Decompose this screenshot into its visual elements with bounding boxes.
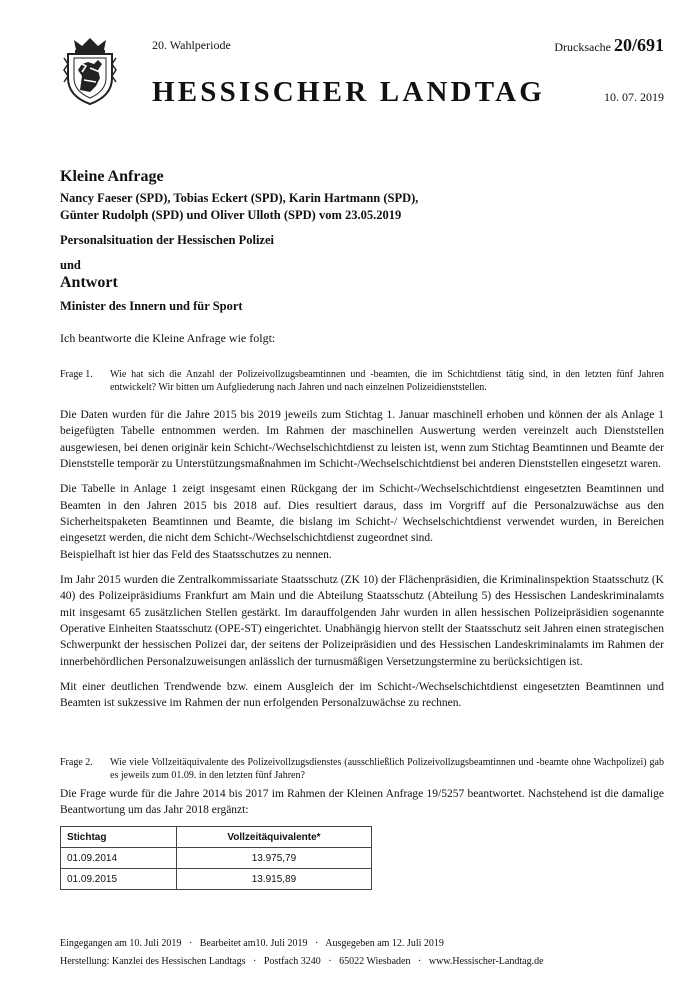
title-block: [60, 168, 664, 314]
table-header-row: [61, 827, 372, 848]
answer-2: [60, 786, 664, 819]
footer-separator: ·: [188, 938, 193, 949]
question-2-label: Frage 2.: [60, 757, 93, 768]
answer-1-paragraph-2b: Beispielhaft ist hier das Feld des Staatsschutzes zu nennen.: [60, 548, 332, 561]
table-cell-value: 13.975,79: [176, 848, 371, 869]
footer-separator: ·: [253, 956, 257, 967]
question-1-text: Wie hat sich die Anzahl der Polizeivollzugsbeamtinnen und -beamten, die im Schichtdienst tätig sind, in den letzten fünf Jahren entwickelt? Wir bitten um Aufgliederung nach Jahren und nach einzelnen Polizeidienststellen.: [110, 369, 664, 393]
table-cell-date: 01.09.2014: [61, 848, 177, 869]
footer-separator: ·: [328, 956, 332, 967]
authors: [60, 190, 664, 224]
authors-line-1: Nancy Faeser (SPD), Tobias Eckert (SPD), Karin Hartmann (SPD),: [60, 191, 419, 205]
footer-separator: ·: [418, 956, 422, 967]
table-cell-value: 13.915,89: [176, 869, 371, 890]
footer-website-link[interactable]: www.Hessischer-Landtag.de: [428, 956, 544, 967]
table-header-vze: Vollzeitäquivalente*: [176, 827, 371, 848]
institution-title: HESSISCHER LANDTAG: [152, 76, 546, 108]
footer-dates: [60, 938, 664, 949]
drucksache-number: 20/691: [613, 35, 664, 55]
minister: Minister des Innern und für Sport: [60, 298, 243, 313]
footer-eingegangen: Eingegangen am 10. Juli 2019: [60, 938, 182, 949]
document-date: 10. 07. 2019: [604, 90, 664, 104]
wahlperiode: 20. Wahlperiode: [152, 38, 231, 52]
und: und: [60, 257, 81, 272]
vze-table: [60, 826, 372, 890]
footer-ausgegeben: Ausgegeben am 12. Juli 2019: [325, 938, 444, 949]
footer-postfach: Postfach 3240: [263, 956, 321, 967]
hessen-coat-of-arms-icon: [60, 36, 120, 106]
table-row: [61, 869, 372, 890]
answer-1-paragraph-4: Mit einer deutlichen Trendwende bzw. einem Ausgleich der im Schicht-/Wechselschichtdienst eingesetzten Beamtinnen und Beamten ist sukzessive im Rahmen der nun erfolgenden Personalzuwächse zu rechnen.: [60, 680, 664, 710]
question-1-label: Frage 1.: [60, 369, 93, 380]
intro-text: Ich beantworte die Kleine Anfrage wie folgt:: [60, 331, 276, 345]
answer-1-paragraph-2: Die Tabelle in Anlage 1 zeigt insgesamt einen Rückgang der im Schicht-/Wechselschichtdienst eingesetzten Beamtinnen und Beamten in den Jahren 2015 bis 2018 auf. Dies resultiert daraus, dass im Vorgriff auf die Personalzuwächse aus den Sicherheitspaketen Beamtinnen und Beamte, die bislang im Schicht-/ Wechselschichtdienst verwendet wurden, in Bereichen eingesetzt werden, die nicht dem Schicht-/Wechselschichtdienst zugeordnet sind.: [60, 483, 664, 545]
answer-2-paragraph-1: Die Frage wurde für die Jahre 2014 bis 2017 im Rahmen der Kleinen Anfrage 19/5257 beantwortet. Nachstehend ist die damalige Beantwortung um das Jahr 2018 ergänzt:: [60, 788, 664, 817]
table-cell-date: 01.09.2015: [61, 869, 177, 890]
drucksache: [554, 35, 664, 56]
document-type: Kleine Anfrage: [60, 168, 164, 185]
footer-separator: ·: [314, 938, 319, 949]
drucksache-label: Drucksache: [554, 40, 611, 54]
footer-imprint: [60, 956, 664, 967]
answer-1-paragraph-3: Im Jahr 2015 wurden die Zentralkommissariate Staatsschutz (ZK 10) der Flächenpräsidien, die Kriminalinspektion Staatsschutz (K 40) des Polizeipräsidiums Frankfurt am Main und die Abteilung Staatsschutz (Abteilung 5) des Hessischen Landeskriminalamts mit insgesamt 65 zusätzlichen Stellen gestärkt. Im darauffolgenden Jahr wurden in allen hessischen Polizeipräsidien sogenannte Operative Einheiten Staatsschutz (OPE-ST) eingerichtet. Unabhängig hiervon stellt der Staatsschutz seit Jahren einen strategischen Schwerpunkt der hessischen Polizei dar, der seitens der Polizeipräsidien und des Hessischen Landeskriminalamts im Rahmen der innerbehördlichen Personalzuweisungen anlässlich der turnusmäßigen Versetzungstermine zu berücksichtigen ist.: [60, 573, 664, 668]
authors-line-2: Günter Rudolph (SPD) und Oliver Ulloth (SPD) vom 23.05.2019: [60, 207, 402, 222]
footer-herstellung: Herstellung: Kanzlei des Hessischen Landtags: [60, 956, 246, 967]
question-2-text: Wie viele Vollzeitäquivalente des Polizeivollzugsdienstes (ausschließlich Polizeivollzugsbeamtinnen und -beamte ohne Wachpolizei) gab es jeweils zum 01.09. in den letzten fünf Jahren?: [110, 757, 664, 781]
answer-1: [60, 407, 664, 712]
footer-bearbeitet: Bearbeitet am10. Juli 2019: [199, 938, 308, 949]
question-2: [60, 756, 664, 782]
table-row: [61, 848, 372, 869]
table-header-stichtag: Stichtag: [61, 827, 177, 848]
answer-1-paragraph-1: Die Daten wurden für die Jahre 2015 bis 2019 jeweils zum Stichtag 1. Januar maschinell erhoben und können der als Anlage 1 beigefügten Tabelle entnommen werden. Im Rahmen der maschinellen Auswertung werden vereinzelt auch Dienststellen ausgewiesen, bei denen originär kein Schicht-/Wechselschichtdienst zu leisten ist, wenn zum Stichtag Beamtinnen und Beamte der Dienststelle temporär zu Unterstützungsmaßnahmen im Schicht-/Wechselschichtdienst bei anderen Dienststellen eingesetzt waren.: [60, 409, 664, 470]
question-1: [60, 368, 664, 394]
antwort: Antwort: [60, 273, 118, 291]
footer-ort: 65022 Wiesbaden: [339, 956, 411, 967]
subject: Personalsituation der Hessischen Polizei: [60, 232, 274, 247]
